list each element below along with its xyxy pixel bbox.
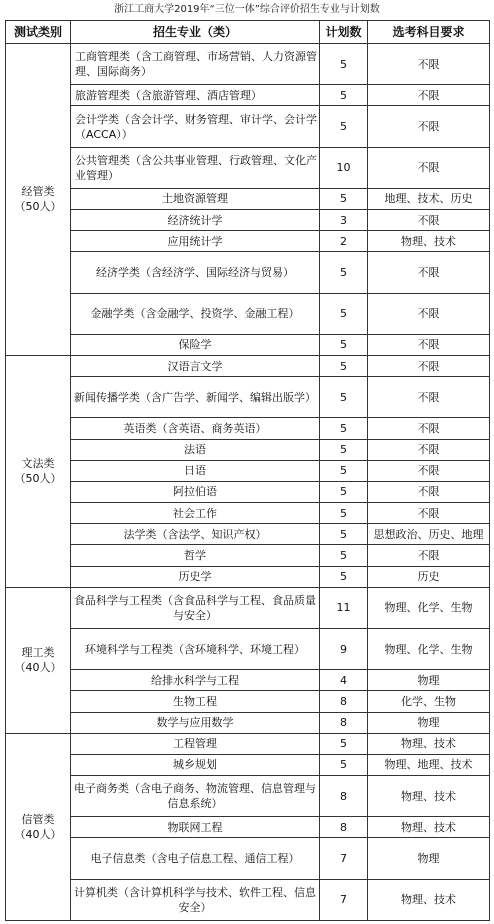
header-major: 招生专业（类）	[71, 21, 320, 44]
table-row	[6, 733, 490, 754]
quota-cell: 5	[320, 377, 368, 418]
quota-cell: 5	[320, 503, 368, 524]
table-body	[6, 44, 490, 921]
requirement-cell: 不限	[368, 147, 490, 188]
table-row	[6, 355, 490, 376]
header-row	[6, 21, 490, 44]
requirement-cell: 不限	[368, 106, 490, 147]
requirement-cell: 不限	[368, 252, 490, 293]
quota-cell: 11	[320, 587, 368, 628]
quota-cell: 5	[320, 439, 368, 460]
quota-cell: 7	[320, 879, 368, 920]
requirement-cell: 不限	[368, 44, 490, 85]
table-row	[6, 545, 490, 566]
table-row	[6, 879, 490, 920]
table-row	[6, 503, 490, 524]
category-cell	[6, 355, 71, 587]
quota-cell: 5	[320, 545, 368, 566]
requirement-cell: 不限	[368, 503, 490, 524]
major-cell: 社会工作	[71, 503, 320, 524]
table-row	[6, 776, 490, 817]
major-cell: 食品科学与工程类（含食品科学与工程、食品质量与安全）	[71, 587, 320, 628]
major-cell: 新闻传播学类（含广告学、新闻学、编辑出版学）	[71, 377, 320, 418]
quota-cell: 5	[320, 85, 368, 106]
major-cell: 金融学类（含金融学、投资学、金融工程）	[71, 293, 320, 334]
table-row	[6, 670, 490, 691]
quota-cell: 5	[320, 524, 368, 545]
major-cell: 城乡规划	[71, 754, 320, 775]
quota-cell: 5	[320, 188, 368, 209]
table-row	[6, 691, 490, 712]
category-cell	[6, 44, 71, 356]
major-cell: 物联网工程	[71, 817, 320, 838]
requirement-cell: 不限	[368, 481, 490, 502]
category-name: 文法类	[21, 457, 55, 471]
quota-cell: 5	[320, 460, 368, 481]
major-cell: 公共管理类（含公共事业管理、行政管理、文化产业管理）	[71, 147, 320, 188]
major-cell: 保险学	[71, 334, 320, 355]
table-row	[6, 188, 490, 209]
major-cell: 电子信息类（含电子信息工程、通信工程）	[71, 838, 320, 879]
table-row	[6, 252, 490, 293]
major-cell: 哲学	[71, 545, 320, 566]
table-row	[6, 210, 490, 231]
requirement-cell: 物理、地理、技术	[368, 754, 490, 775]
table-row	[6, 334, 490, 355]
table-row	[6, 106, 490, 147]
requirement-cell: 不限	[368, 439, 490, 460]
category-count: （50人）	[14, 200, 62, 214]
requirement-cell: 物理、技术	[368, 817, 490, 838]
major-cell: 阿拉伯语	[71, 481, 320, 502]
major-cell: 工商管理类（含工商管理、市场营销、人力资源管理、国际商务）	[71, 44, 320, 85]
requirement-cell: 地理、技术、历史	[368, 188, 490, 209]
table-row	[6, 566, 490, 587]
major-cell: 法语	[71, 439, 320, 460]
major-cell: 环境科学与工程类（含环境科学、环境工程）	[71, 628, 320, 669]
requirement-cell: 思想政治、历史、地理	[368, 524, 490, 545]
major-cell: 历史学	[71, 566, 320, 587]
table-row	[6, 439, 490, 460]
requirement-cell: 物理	[368, 670, 490, 691]
table-row	[6, 460, 490, 481]
major-cell: 应用统计学	[71, 231, 320, 252]
requirement-cell: 不限	[368, 377, 490, 418]
table-row	[6, 817, 490, 838]
quota-cell: 4	[320, 670, 368, 691]
requirement-cell: 历史	[368, 566, 490, 587]
requirement-cell: 不限	[368, 334, 490, 355]
requirement-cell: 物理、技术	[368, 879, 490, 920]
requirement-cell: 物理、技术	[368, 776, 490, 817]
quota-cell: 5	[320, 754, 368, 775]
major-cell: 经济学类（含经济学、国际经济与贸易）	[71, 252, 320, 293]
major-cell: 经济统计学	[71, 210, 320, 231]
quota-cell: 8	[320, 712, 368, 733]
table-row	[6, 85, 490, 106]
table-row	[6, 524, 490, 545]
table-row	[6, 481, 490, 502]
quota-cell: 5	[320, 481, 368, 502]
major-cell: 工程管理	[71, 733, 320, 754]
quota-cell: 3	[320, 210, 368, 231]
major-cell: 日语	[71, 460, 320, 481]
requirement-cell: 不限	[368, 418, 490, 439]
quota-cell: 8	[320, 817, 368, 838]
requirement-cell: 不限	[368, 85, 490, 106]
major-cell: 会计学类（含会计学、财务管理、审计学、会计学（ACCA））	[71, 106, 320, 147]
category-name: 信管类	[21, 812, 55, 826]
requirement-cell: 物理	[368, 838, 490, 879]
table-row	[6, 293, 490, 334]
requirement-cell: 不限	[368, 460, 490, 481]
table-row	[6, 44, 490, 85]
table-row	[6, 418, 490, 439]
table-row	[6, 712, 490, 733]
requirement-cell: 物理、技术	[368, 231, 490, 252]
requirement-cell: 物理、化学、生物	[368, 628, 490, 669]
table-row	[6, 231, 490, 252]
quota-cell: 5	[320, 252, 368, 293]
header-requirement: 选考科目要求	[368, 21, 490, 44]
category-count: （50人）	[14, 472, 62, 486]
quota-cell: 7	[320, 838, 368, 879]
quota-cell: 5	[320, 106, 368, 147]
requirement-cell: 不限	[368, 355, 490, 376]
quota-cell: 5	[320, 293, 368, 334]
major-cell: 法学类（含法学、知识产权）	[71, 524, 320, 545]
major-cell: 计算机类（含计算机科学与技术、软件工程、信息安全）	[71, 879, 320, 920]
quota-cell: 5	[320, 334, 368, 355]
table-row	[6, 587, 490, 628]
major-cell: 汉语言文学	[71, 355, 320, 376]
quota-cell: 8	[320, 691, 368, 712]
major-cell: 给排水科学与工程	[71, 670, 320, 691]
major-cell: 旅游管理类（含旅游管理、酒店管理）	[71, 85, 320, 106]
requirement-cell: 不限	[368, 293, 490, 334]
quota-cell: 9	[320, 628, 368, 669]
document-title: 浙江工商大学2019年“三位一体”综合评价招生专业与计划数	[114, 4, 380, 15]
category-name: 经管类	[21, 185, 55, 199]
requirement-cell: 化学、生物	[368, 691, 490, 712]
major-cell: 土地资源管理	[71, 188, 320, 209]
requirement-cell: 物理、化学、生物	[368, 587, 490, 628]
requirement-cell: 不限	[368, 545, 490, 566]
requirement-cell: 物理	[368, 712, 490, 733]
category-name: 理工类	[21, 646, 55, 660]
major-cell: 英语类（含英语、商务英语）	[71, 418, 320, 439]
major-cell: 电子商务类（含电子商务、物流管理、信息管理与信息系统）	[71, 776, 320, 817]
requirement-cell: 物理、技术	[368, 733, 490, 754]
quota-cell: 5	[320, 733, 368, 754]
quota-cell: 5	[320, 566, 368, 587]
quota-cell: 8	[320, 776, 368, 817]
category-cell	[6, 587, 71, 733]
table-row	[6, 377, 490, 418]
header-category: 测试类别	[6, 21, 71, 44]
quota-cell: 2	[320, 231, 368, 252]
requirement-cell: 不限	[368, 210, 490, 231]
quota-cell: 5	[320, 44, 368, 85]
enrollment-plan-table	[5, 20, 490, 921]
major-cell: 数学与应用数学	[71, 712, 320, 733]
table-row	[6, 838, 490, 879]
quota-cell: 5	[320, 355, 368, 376]
category-count: （40人）	[14, 827, 62, 841]
quota-cell: 5	[320, 418, 368, 439]
category-count: （40人）	[14, 661, 62, 675]
table-row	[6, 628, 490, 669]
major-cell: 生物工程	[71, 691, 320, 712]
quota-cell: 10	[320, 147, 368, 188]
table-row	[6, 754, 490, 775]
table-row	[6, 147, 490, 188]
category-cell	[6, 733, 71, 920]
header-quota: 计划数	[320, 21, 368, 44]
